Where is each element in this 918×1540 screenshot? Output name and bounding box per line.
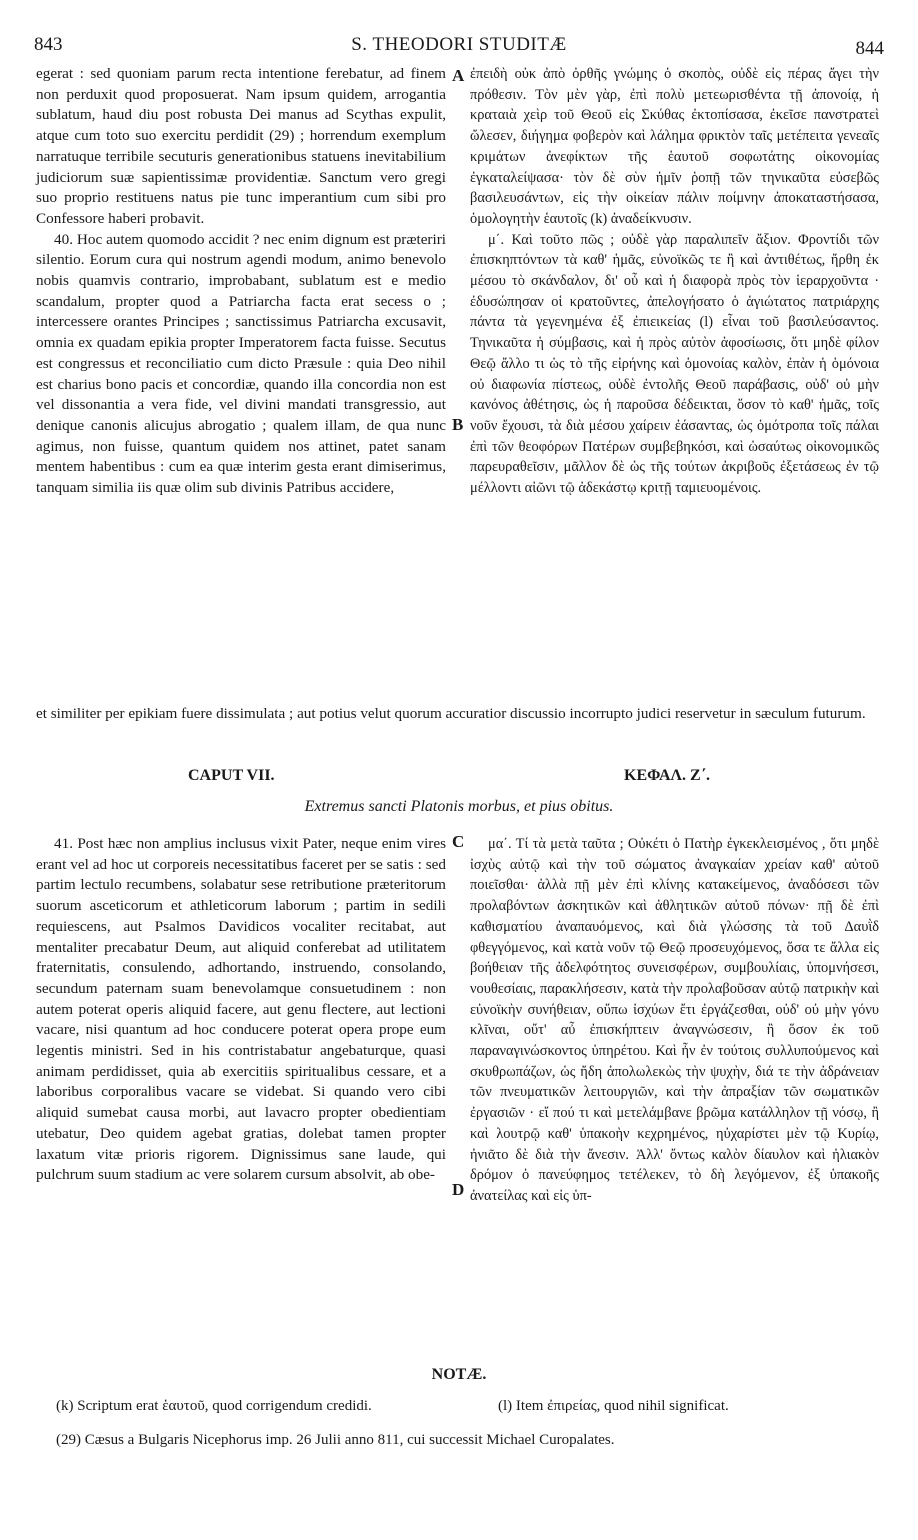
page-number-left: 843 (34, 34, 63, 55)
greek-column-top (470, 64, 879, 499)
note-k: (k) Scriptum erat ἑαυτοῦ, quod corrigendum credidi. (56, 1398, 372, 1414)
greek-paragraph: ἐπειδὴ οὐκ ἀπὸ ὀρθῆς γνώμης ὁ σκοπὸς, οὐδὲ εἰς πέρας ἄγει τὴν πρόθεσιν. Τὸν μὲν γὰρ, ἐπὶ πολὺ μετεωρισθέντα τῇ ἀπονοίᾳ, ἡ κραταιὰ χεὶρ τοῦ Θεοῦ εἰς Σκύθας ἐκτοπίσασα, ἐκεῖσε πανστρατεὶ ὤλεσεν, διήγημα φοβερὸν καὶ λάλημα φρικτὸν ταῖς μετέπειτα γενεαῖς κριμάτων ἀνεφίκτων τῆς ἑαυτοῦ σοφωτάτης οἰκονομίας ἐγκαταλείψασα· τὸν δὲ σὺν ἡμῖν ῥοπῇ τῶν τηνικαῦτα εὐσεβῶς βασιλευσάντων, εἰς τὴν οἰκείαν πάλιν ποίμνην ἀποκαταστήσασα, ὁμολογητὴν ἑαυτοῖς (k) ἀναδείκνυσιν. (470, 66, 879, 227)
greek-column-bottom (470, 834, 879, 1207)
latin-paragraph: 41. Post hæc non amplius inclusus vixit Pater, neque enim vires erant vel ad hoc ut corporeis necessitatibus faceret per se satis : sed partim lectulo recumbens, solabatur sese retributione præteritorum suorum asceticorum et athleticorum laborum ; partim in sedili requiescens, aut Psalmos Davidicos vocaliter recitabat, aut mentaliter precabatur Deum, aut aliquid conferebat ad utilitatem fraternitatis, consulendo, adhortando, instruendo, consolando, secundum paternam suam benevolamque consuetudinem : non autem poterat operis aliquid facere, aut genu flectere, aut lectioni vacare, nisi quantum ad hoc conducere poterat opera prope eum legentis ministri. Sed in his contristabatur angebaturque, quasi animam perdidisset, quia ab exercitiis spiritualibus cessare, et a laboribus corporalibus vacare se videbat. Si quando vero cibi aliquid sumebat causa morbi, aut lavacro propter obedientiam utebatur, Deo quidem agebat gratias, dolebat tamen propter laxatum vitæ prioris rigorem. Dignissimus sane laude, qui pulchrum suum stadium ac vere solarem cursum absolvit, ab obe- (36, 835, 446, 1184)
note-l: (l) Item ἐπιρείας, quod nihil significat. (498, 1398, 729, 1414)
notes-title: NOTÆ. (431, 1366, 487, 1383)
latin-full-width-line: et similiter per epikiam fuere dissimulata ; aut potius velut quorum accuratior discussio incorrupto judici reservetur in sæculum futurum. (36, 705, 866, 722)
latin-paragraph: 40. Hoc autem quomodo accidit ? nec enim dignum est præteriri silentio. Eorum cura qui nostrum agendi modum, animo benevolo nobis quamvis contrario, improbabant, sublatum est e medio scandalum, propter quod a Patriarcha facta erat secess o ; intercessere orantes Principes ; sanctissimus Patriarcha excusavit, omnia ex quadam epikia propter Imperatorem facta fuisse. Secutus est congressus et reconciliatio cum dicto Præsule : quia Deo nihil est charius bono pacis et concordiæ, quando illa concordia non est vel dissonantia a vera fide, vel divini mandati transgressio, aut denique canonis alicujus abrogatio ; qualem illam, de qua nunc agimus, non fuisse, quantum quidem nos attinet, patet sanam mentem habentibus : cum ea quæ interim gesta erant dimiserimus, tanquam similia iis quæ olim sub divinis Patribus accidere, (36, 230, 446, 497)
latin-column-bottom (36, 834, 446, 1186)
latin-paragraph: egerat : sed quoniam parum recta intentione ferebatur, ad finem non perduxit quod proposuerat. Nam ipsum quidem, arrogantia sublatum, haud diu post robusta Dei manus ad Scythas expulit, atque cum toto suo exercitu perdidit (29) ; horrendum exemplum narratuque terribile secuturis generationibus statuens inevitabilium judiciorum suæ sapientissimæ providentiæ. Sanctum vero gregi suo proprio restituens natus pie tunc imperantium cum sibi pro Confessore haberi probavit. (36, 65, 446, 227)
margin-marker-d: D (452, 1180, 465, 1199)
page-number-right: 844 (855, 38, 884, 59)
greek-paragraph: μ΄. Καὶ τοῦτο πῶς ; οὐδὲ γὰρ παραλιπεῖν ἄξιον. Φροντίδι τῶν ἐπισκηπτόντων τὰ καθ' ἡμᾶς, εὐνοϊκῶς τε ἢ καὶ ἀντιθέτως, ἤρθη ἐκ μέσου τὸ σκάνδαλον, δι' οὗ καὶ ἡ διαφορὰ πρὸς τὸν ἱεραρχοῦντα · ἐδυσώπησαν οἱ κρατοῦντες, ἀπελογήσατο ὁ ἁγιώτατος πατριάρχης πάντα τὰ γεγενημένα ἐξ ἐπιεικείας (l) εἶναι τοῦ βασιλεύσαντος. Τηνικαῦτα ἡ σύμβασις, καὶ ἡ πρὸς αὐτὸν ἀφοσίωσις, ὅτι μηδὲ φίλον Θεῷ ἄλλο τι ὡς τὸ τῆς εἰρήνης καὶ ὁμονοίας καλὸν, ἐπὰν ἡ ὁμόνοια οὐ διαφωνία πίστεως, οὐδὲ ἐντολῆς Θεοῦ παράβασις, οὐδ' οὐ μὴν κανόνος ἀθέτησις, ὡς ἡ παροῦσα δέδεικται, ὅσον τὸ καθ' ἡμᾶς, τοῖς νοῦν ἔχουσι, τὰ διὰ μέσου χαίρειν ἐάσαντας, ὡς ὁμότροπα τοῖς πάλαι ἐπὶ τῶν θεοφόρων Πατέρων συμβεβηκόσι, καὶ ὡσαύτως οἰκονομικῶς παρευραθεῖσιν, μᾶλλον δὲ ὡς τῆς τούτων ἀκριβοῦς ἐξετάσεως ἐν τῷ μέλλοντι αἰῶνι τῷ ἀδεκάστῳ κριτῇ ταμιευομένοις. (470, 231, 879, 497)
greek-chapter-heading: ΚΕΦΑΛ. Ζ΄. (624, 767, 711, 784)
margin-marker-a: A (452, 66, 465, 85)
latin-column-top (36, 64, 446, 499)
latin-chapter-heading: CAPUT VII. (188, 767, 275, 784)
greek-paragraph: μα΄. Τί τὰ μετὰ ταῦτα ; Οὐκέτι ὁ Πατὴρ ἐγκεκλεισμένος , ὅτι μηδὲ ἰσχὺς αὐτῷ καὶ τὴν τοῦ σώματος ἀναγκαίαν χρείαν καθ' αὐτοῦ ποιεῖσθαι· ἀλλὰ πῇ μὲν ἐπὶ κλίνης κατακείμενος, ἀναδόσεσι τῶν προλαβόντων ἀσκητικῶν καὶ ἀθλητικῶν αὐτοῦ πόνων· πῇ δὲ ἐπὶ καθισματίου ἀναπαυόμενος, καὶ διὰ γλώσσης τὰ τοῦ Δαυῒδ φθεγγόμενος, καὶ κατὰ νοῦν τῷ Θεῷ προσευχόμενος, ὅσα τε ἄλλα εἰς βοήθειαν τῆς ἀδελφότητος συνεισφέρων, συμβουλίαις, ὑπομνήσεσι, νουθεσίαις, παρακλήσεσιν, κατὰ τὴν προλαβοῦσαν αὐτῷ πατρικὴν καὶ εὐνοϊκὴν συνήθειαν, οὔπω ἰσχύων ἔτι ἐργάζεσθαι, οὐδ' οὐ μὴν γόνυ κλῖναι, οὔτ' αὖ ἐπισκήπτειν ἀναγνώσεσιν, ἢ ὅσον ἐκ τοῦ παραναγινώσκοντος ὑπηρέτου. Καὶ ἦν ἐν τούτοις συλλυπούμενος καὶ σκυθρωπάζων, ὡς ἤδη ἀπολωλεκὼς τὴν ψυχὴν, διά τε τὴν ἀδράνειαν τῶν πνευματικῶν λειτουργιῶν, καὶ τὴν ἀπραξίαν τῶν σωματικῶν ἐργασιῶν · εἴ πού τι καὶ μετελάμβανε βρῶμα κατάλληλον τῇ νόσῳ, ἢ καὶ λουτρῷ καθ' ὑπακοὴν κεχρημένος, ηὐχαρίστει μὲν τῷ Κυρίῳ, ἠνιᾶτο δὲ διὰ τὴν ἄνεσιν. Ἀλλ' ὄντως καλὸν δίαυλον καὶ ἡλιακὸν δρόμον ὁ πανεύφημος τετέλεκεν, τὸ δὴ λεγόμενον, ἐξ ὑπακοῆς ἀνατείλας καὶ εἰς ὑπ- (470, 836, 879, 1204)
page-header (34, 34, 884, 60)
margin-marker-c: C (452, 832, 465, 851)
margin-marker-b: B (452, 415, 464, 434)
note-29: (29) Cæsus a Bulgaris Nicephorus imp. 26 Julii anno 811, cui successit Michael Curopalates. (56, 1432, 615, 1448)
chapter-subtitle: Extremus sancti Platonis morbus, et pius obitus. (304, 798, 614, 815)
running-title: S. THEODORI STUDITÆ (351, 34, 567, 55)
